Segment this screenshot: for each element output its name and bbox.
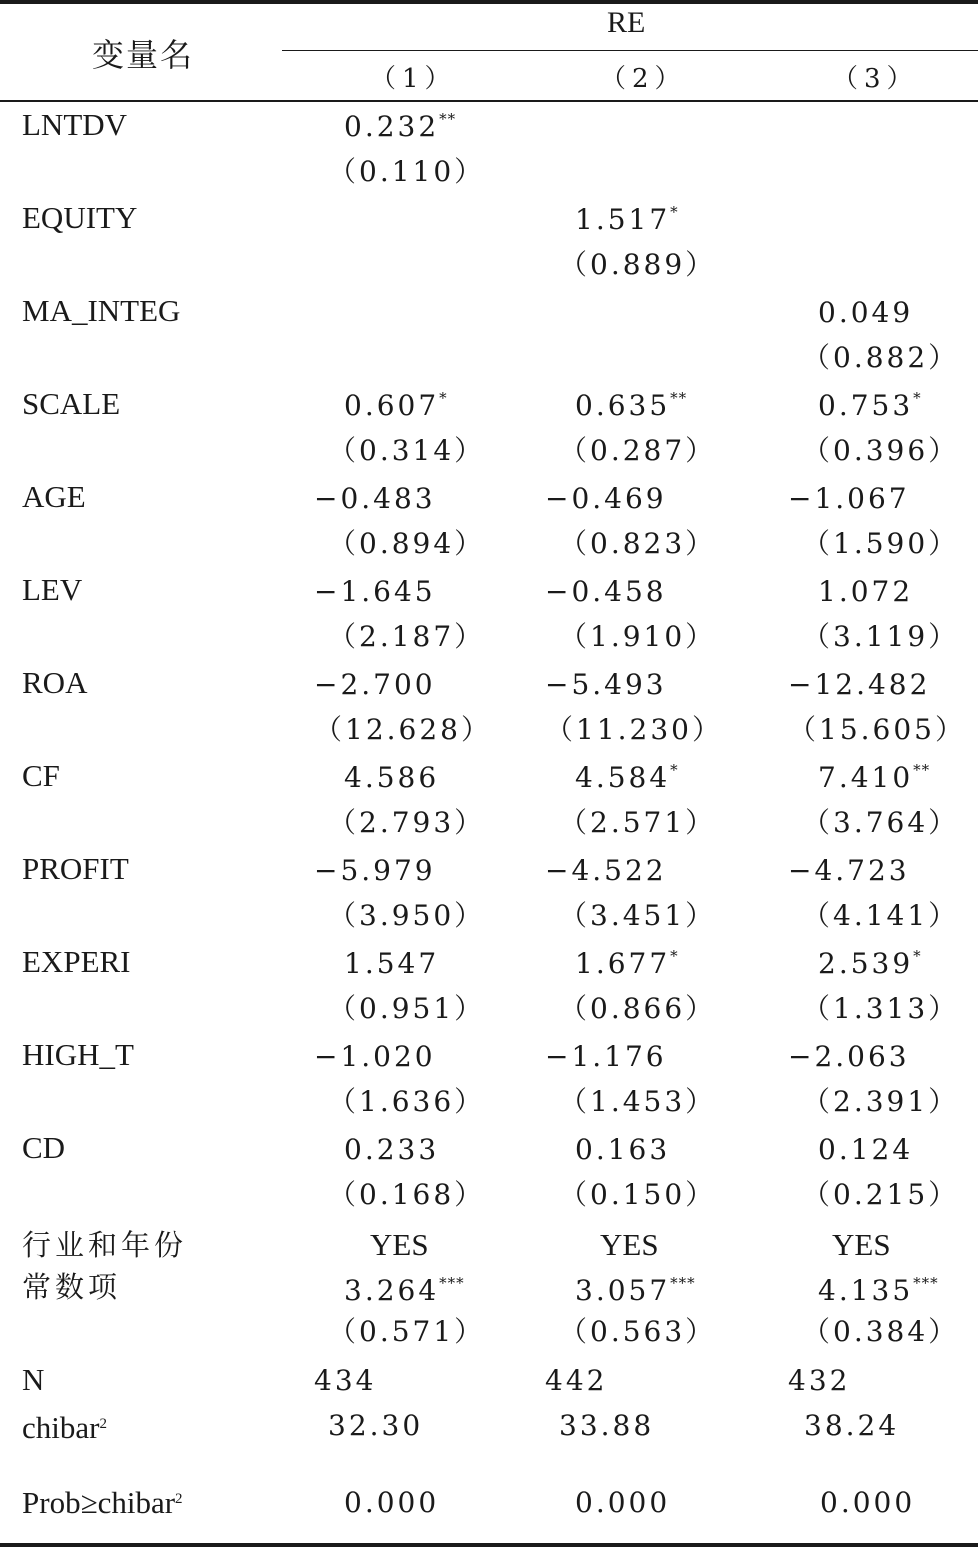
n-value: 434 — [314, 1364, 377, 1397]
coefficient-cell — [314, 668, 436, 702]
standard-error-cell: （0.168） — [328, 1177, 486, 1211]
coefficient-cell — [314, 482, 436, 516]
coefficient-value: 0.607 — [344, 389, 440, 422]
coefficient-value: 0.163 — [575, 1133, 671, 1166]
variable-label: LEV — [22, 572, 83, 607]
standard-error-cell: （0.889） — [559, 247, 717, 281]
standard-error-cell: （4.141） — [802, 898, 960, 932]
coefficient-value: 3.264 — [344, 1274, 440, 1307]
standard-error-cell: （2.571） — [559, 805, 717, 839]
coefficient-cell — [344, 947, 439, 981]
coefficient-cell — [545, 575, 667, 609]
coefficient-cell — [314, 1040, 436, 1074]
coefficient-value: 1.547 — [344, 947, 440, 980]
coefficient-cell — [575, 1133, 670, 1167]
standard-error-cell: （1.453） — [559, 1084, 717, 1118]
coefficient-value: 0.753 — [818, 389, 914, 422]
prob-label — [22, 1486, 183, 1520]
standard-error-cell: （0.396） — [802, 433, 960, 467]
coefficient-value: 0.049 — [818, 296, 914, 329]
standard-error-cell: （0.215） — [802, 1177, 960, 1211]
coefficient-cell — [344, 389, 448, 423]
coefficient-value: 2.539 — [818, 947, 914, 980]
standard-error-cell: （1.590） — [802, 526, 960, 560]
prob-label-exponent: 2 — [175, 1491, 183, 1507]
coefficient-value: 4.584 — [575, 761, 671, 794]
variable-label: AGE — [22, 479, 86, 514]
variable-label: HIGH_T — [22, 1037, 134, 1072]
significance-stars: *** — [670, 1274, 696, 1292]
coefficient-cell — [344, 761, 439, 795]
coefficient-cell — [818, 575, 913, 609]
coefficient-cell — [344, 1274, 465, 1308]
standard-error-cell: （12.628） — [314, 712, 492, 746]
variable-label: SCALE — [22, 386, 121, 421]
standard-error-cell: （0.110） — [328, 154, 486, 188]
standard-error-cell: （0.882） — [802, 340, 960, 374]
significance-stars: ** — [670, 389, 688, 407]
standard-error-cell: （0.563） — [559, 1315, 717, 1348]
chibar-label-text: chibar — [22, 1410, 100, 1445]
coefficient-value: 0.232 — [344, 110, 440, 143]
coefficient-cell — [344, 110, 456, 144]
significance-stars: * — [670, 761, 679, 779]
coefficient-cell — [818, 296, 913, 330]
coefficient-cell — [818, 1274, 939, 1308]
standard-error-cell: （3.950） — [328, 898, 486, 932]
coefficient-value: 0.233 — [344, 1133, 440, 1166]
header-bottom-rule — [0, 100, 978, 102]
coefficient-cell — [545, 668, 667, 702]
column-header-1: （1） — [370, 64, 457, 94]
coefficient-value: 1.072 — [818, 575, 914, 608]
standard-error-cell: （1.636） — [328, 1084, 486, 1118]
standard-error-cell: （2.793） — [328, 805, 486, 839]
coefficient-cell — [788, 482, 910, 516]
chibar-label-exponent: 2 — [99, 1416, 107, 1432]
standard-error-cell: （1.313） — [802, 991, 960, 1025]
variable-label: PROFIT — [22, 851, 129, 886]
coefficient-cell — [575, 389, 687, 423]
significance-stars: *** — [439, 1274, 465, 1292]
prob-value: 0.000 — [344, 1486, 440, 1519]
model-header: RE — [607, 6, 646, 39]
coefficient-value: −2.700 — [314, 668, 436, 701]
coefficient-value: −12.482 — [788, 668, 931, 701]
fixed-effects-label: 行业和年份 — [22, 1228, 188, 1262]
significance-stars: * — [913, 389, 922, 407]
chibar-value: 33.88 — [559, 1409, 655, 1442]
chibar-value: 32.30 — [328, 1409, 424, 1442]
standard-error-cell: （0.150） — [559, 1177, 717, 1211]
variable-label: EXPERI — [22, 944, 131, 979]
standard-error-cell: （2.391） — [802, 1084, 960, 1118]
coefficient-cell — [314, 854, 436, 888]
coefficient-value: −5.979 — [314, 854, 436, 887]
standard-error-cell: （0.287） — [559, 433, 717, 467]
prob-value: 0.000 — [575, 1486, 671, 1519]
coefficient-value: 4.135 — [818, 1274, 914, 1307]
significance-stars: ** — [913, 761, 931, 779]
coefficient-value: −1.067 — [788, 482, 910, 515]
standard-error-cell: （0.571） — [328, 1315, 486, 1348]
coefficient-cell — [818, 1133, 913, 1167]
significance-stars: * — [670, 947, 679, 965]
standard-error-cell: （3.764） — [802, 805, 960, 839]
variable-label: MA_INTEG — [22, 293, 181, 328]
coefficient-cell — [575, 203, 679, 237]
variable-label: ROA — [22, 665, 88, 700]
n-value: 442 — [545, 1364, 608, 1397]
coefficient-cell — [545, 1040, 667, 1074]
standard-error-cell: （15.605） — [788, 712, 966, 746]
n-label: N — [22, 1362, 45, 1397]
coefficient-value: −0.458 — [545, 575, 667, 608]
coefficient-value: −5.493 — [545, 668, 667, 701]
standard-error-cell: （0.866） — [559, 991, 717, 1025]
model-span-rule — [282, 50, 978, 51]
fixed-effects-value: YES — [832, 1227, 891, 1262]
variable-label: CF — [22, 758, 60, 793]
coefficient-value: −4.723 — [788, 854, 910, 887]
standard-error-cell: （0.314） — [328, 433, 486, 467]
significance-stars: *** — [913, 1274, 939, 1292]
n-value: 432 — [788, 1364, 851, 1397]
coefficient-value: 0.124 — [818, 1133, 914, 1166]
fixed-effects-value: YES — [600, 1227, 659, 1262]
chibar-label — [22, 1411, 107, 1445]
prob-label-text: Prob≥chibar — [22, 1485, 176, 1520]
prob-value: 0.000 — [820, 1486, 916, 1519]
standard-error-cell: （0.951） — [328, 991, 486, 1025]
variable-label: LNTDV — [22, 107, 128, 142]
coefficient-cell — [575, 1274, 696, 1308]
standard-error-cell: （0.823） — [559, 526, 717, 560]
coefficient-value: −1.176 — [545, 1040, 667, 1073]
coefficient-cell — [818, 761, 930, 795]
standard-error-cell: （3.451） — [559, 898, 717, 932]
table-bottom-rule — [0, 1543, 978, 1547]
coefficient-value: 1.517 — [575, 203, 671, 236]
variable-label: CD — [22, 1130, 66, 1165]
coefficient-value: −4.522 — [545, 854, 667, 887]
coefficient-cell — [818, 389, 922, 423]
standard-error-cell: （0.384） — [802, 1315, 960, 1348]
coefficient-value: −0.483 — [314, 482, 436, 515]
standard-error-cell: （0.894） — [328, 526, 486, 560]
coefficient-value: 0.635 — [575, 389, 671, 422]
coefficient-value: 3.057 — [575, 1274, 671, 1307]
column-header-2: （2） — [600, 64, 687, 94]
fixed-effects-value: YES — [370, 1227, 429, 1262]
coefficient-value: −2.063 — [788, 1040, 910, 1073]
coefficient-value: 1.677 — [575, 947, 671, 980]
coefficient-cell — [788, 668, 930, 702]
coefficient-value: 7.410 — [818, 761, 914, 794]
coefficient-cell — [788, 1040, 910, 1074]
coefficient-cell — [575, 761, 679, 795]
significance-stars: * — [439, 389, 448, 407]
coefficient-cell — [314, 575, 436, 609]
column-header-3: （3） — [832, 64, 919, 94]
variable-column-header: 变量名 — [92, 36, 195, 74]
coefficient-cell — [545, 854, 667, 888]
standard-error-cell: （2.187） — [328, 619, 486, 653]
coefficient-cell — [545, 482, 667, 516]
standard-error-cell: （3.119） — [802, 619, 960, 653]
constant-label: 常数项 — [22, 1270, 122, 1304]
coefficient-cell — [788, 854, 910, 888]
variable-label: EQUITY — [22, 200, 138, 235]
coefficient-cell — [344, 1133, 439, 1167]
coefficient-value: −1.020 — [314, 1040, 436, 1073]
coefficient-cell — [818, 947, 922, 981]
chibar-value: 38.24 — [804, 1409, 900, 1442]
coefficient-value: −1.645 — [314, 575, 436, 608]
standard-error-cell: （1.910） — [559, 619, 717, 653]
significance-stars: ** — [439, 110, 457, 128]
significance-stars: * — [670, 203, 679, 221]
standard-error-cell: （11.230） — [545, 712, 723, 746]
significance-stars: * — [913, 947, 922, 965]
coefficient-cell — [575, 947, 679, 981]
table-top-rule — [0, 0, 978, 4]
coefficient-value: −0.469 — [545, 482, 667, 515]
coefficient-value: 4.586 — [344, 761, 440, 794]
